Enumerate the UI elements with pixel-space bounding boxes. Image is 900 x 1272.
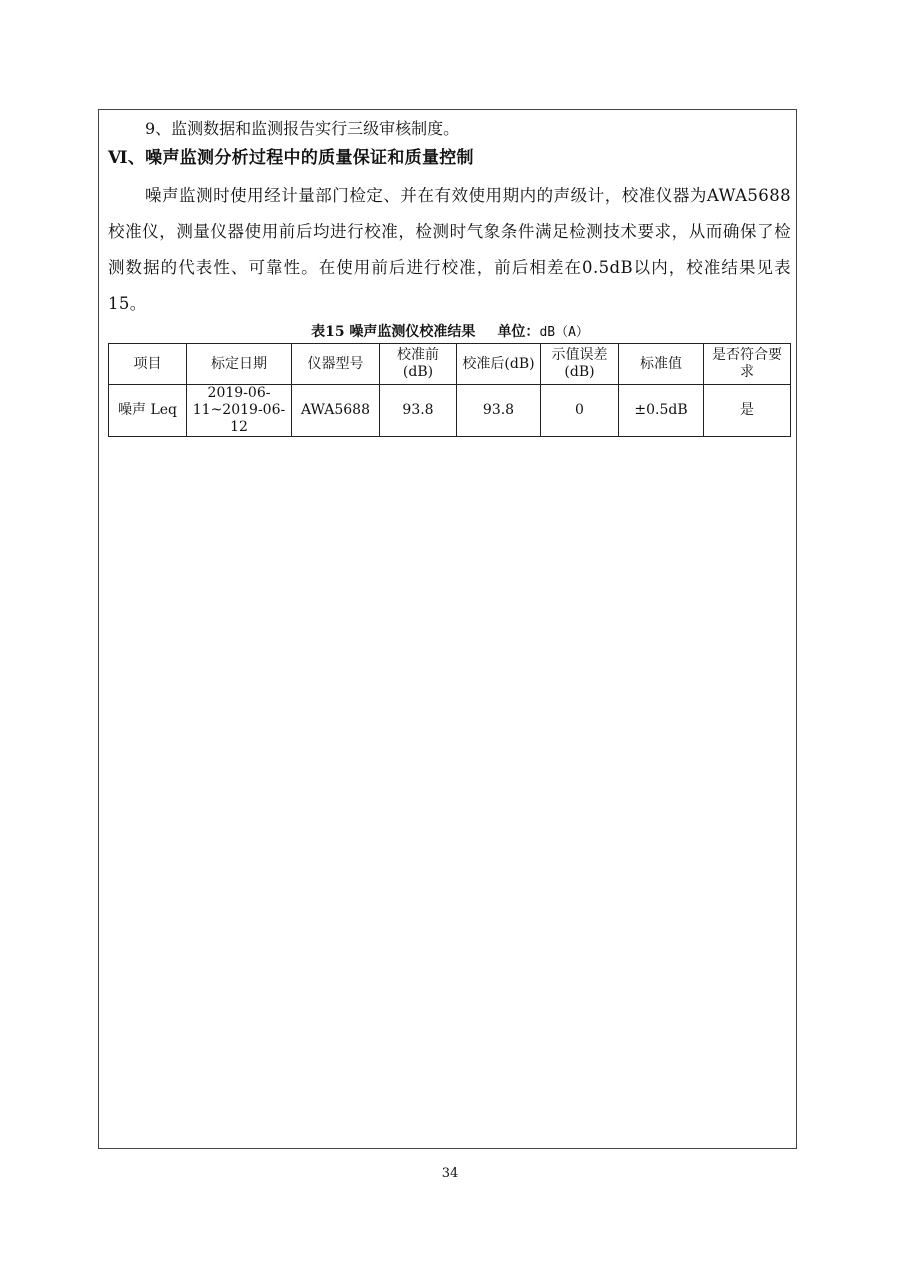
cell-before-calibration: 93.8 [380,385,457,437]
table-row [109,385,791,437]
calibration-table [108,343,791,437]
header-standard-value: 标准值 [619,344,704,385]
table-caption-unit-value: dB（A） [539,325,589,340]
header-instrument-model: 仪器型号 [292,344,380,385]
table-caption-title: 表15 噪声监测仪校准结果 [311,324,476,340]
item-9: 9、监测数据和监测报告实行三级审核制度。 [145,119,460,138]
section-paragraph: 噪声监测时使用经计量部门检定、并在有效使用期内的声级计，校准仪器为AWA5688校准仪，测量仪器使用前后均进行校准，检测时气象条件满足检测技术要求，从而确保了检测数据的代表性、可靠性。在使用前后进行校准，前后相差在0.5dB以内，校准结果见表15。 [108,186,791,313]
cell-after-calibration: 93.8 [457,385,541,437]
cell-standard-value: ±0.5dB [619,385,704,437]
cell-instrument-model: AWA5688 [292,385,380,437]
header-item: 项目 [109,344,187,385]
page-number: 34 [441,1166,459,1181]
header-after-calibration: 校准后(dB) [457,344,541,385]
header-before-calibration: 校准前(dB) [380,344,457,385]
section-heading: Ⅵ、噪声监测分析过程中的质量保证和质量控制 [108,148,474,168]
table-header-row [109,344,791,385]
table-caption-unit-label: 单位： [497,324,540,340]
cell-item: 噪声 Leq [109,385,187,437]
table-caption [0,322,900,343]
header-calibration-date: 标定日期 [187,344,292,385]
cell-calibration-date: 2019-06-11~2019-06-12 [187,385,292,437]
cell-compliance: 是 [704,385,791,437]
header-indication-error: 示值误差(dB) [541,344,619,385]
cell-indication-error: 0 [541,385,619,437]
header-compliance: 是否符合要求 [704,344,791,385]
